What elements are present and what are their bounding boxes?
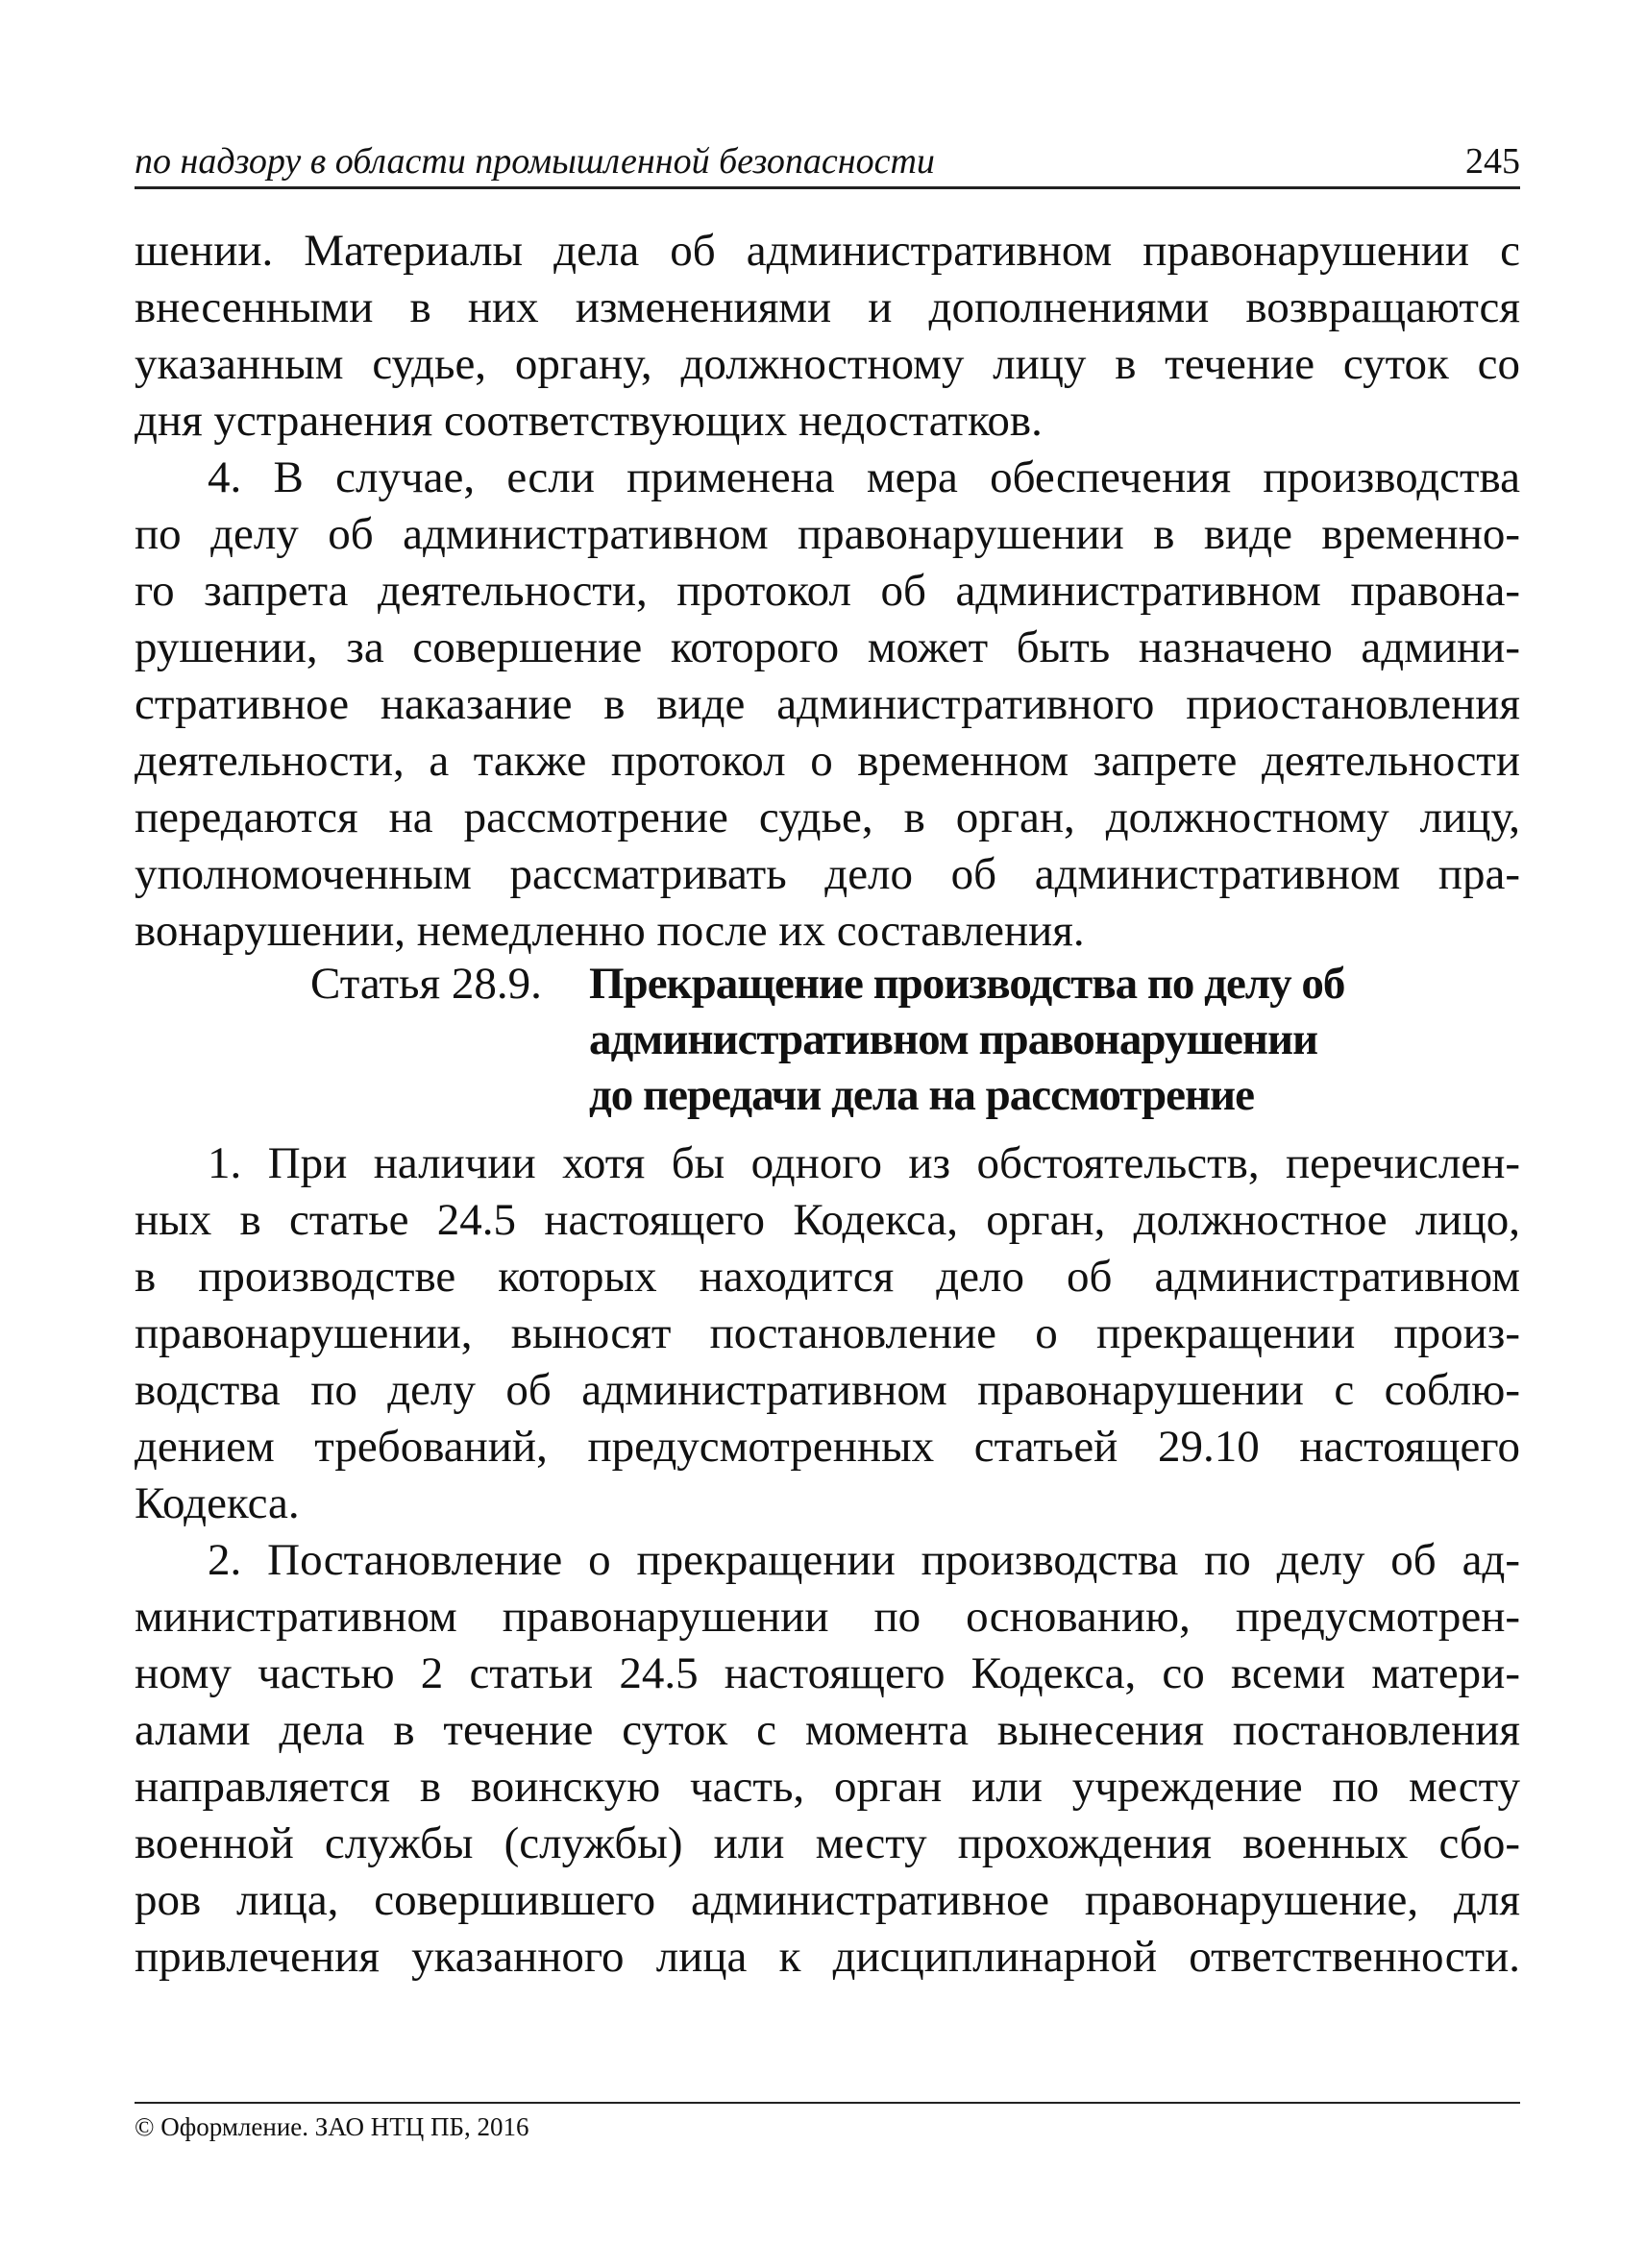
article-number: Статья 28.9. xyxy=(310,959,542,1009)
footer-divider xyxy=(135,2102,1520,2104)
text-line: ров лица, совершившего административное правонарушение, для xyxy=(135,1875,1520,1925)
text-line: рушении, за совершение которого может быть назначено админи- xyxy=(135,622,1520,672)
text-line: министративном правонарушении по основанию, предусмотрен- xyxy=(135,1592,1520,1642)
running-header xyxy=(135,140,1520,189)
text-line: алами дела в течение суток с момента вынесения постановления xyxy=(135,1705,1520,1755)
text-line: внесенными в них изменениями и дополнениями возвращаются xyxy=(135,282,1520,332)
document-page xyxy=(135,0,1520,2268)
text-line: дня устранения соответствующих недостатков. xyxy=(135,396,1043,446)
running-title: по надзору в области промышленной безопасности xyxy=(135,141,935,182)
page-number: 245 xyxy=(1465,141,1520,182)
text-line: 1. При наличии хотя бы одного из обстоятельств, перечислен- xyxy=(208,1138,1520,1188)
footer-copyright: © Оформление. ЗАО НТЦ ПБ, 2016 xyxy=(135,2112,529,2141)
text-line: в производстве которых находится дело об административном xyxy=(135,1252,1520,1302)
text-line: вонарушении, немедленно после их составления. xyxy=(135,906,1085,956)
text-line: деятельности, а также протокол о временном запрете деятельности xyxy=(135,736,1520,786)
article-title-line: административном правонарушении xyxy=(589,1014,1318,1064)
text-line: стративное наказание в виде административного приостановления xyxy=(135,679,1520,729)
text-line: ному частью 2 статьи 24.5 настоящего Кодекса, со всеми матери- xyxy=(135,1648,1520,1698)
text-line: военной службы (службы) или месту прохождения военных сбо- xyxy=(135,1818,1520,1868)
text-line: 2. Постановление о прекращении производства по делу об ад- xyxy=(208,1535,1520,1585)
article-title-line: Прекращение производства по делу об xyxy=(589,959,1345,1009)
text-line: передаются на рассмотрение судье, в орган, должностному лицу, xyxy=(135,793,1520,842)
article-title-line: до передачи дела на рассмотрение xyxy=(589,1070,1254,1120)
text-line: водства по делу об административном правонарушении с соблю- xyxy=(135,1365,1520,1415)
text-line: шении. Материалы дела об административном правонарушении с xyxy=(135,226,1520,276)
article-title xyxy=(589,956,1454,1123)
text-line: ных в статье 24.5 настоящего Кодекса, орган, должностное лицо, xyxy=(135,1195,1520,1245)
text-line: указанным судье, органу, должностному лицу в течение суток со xyxy=(135,339,1520,389)
text-line: правонарушении, выносят постановление о прекращении произ- xyxy=(135,1308,1520,1358)
text-line: по делу об административном правонарушении в виде временно- xyxy=(135,509,1520,559)
text-line: привлечения указанного лица к дисциплинарной ответственности. xyxy=(135,1932,1520,1982)
text-line: го запрета деятельности, протокол об административном правона- xyxy=(135,566,1520,616)
text-line: 4. В случае, если применена мера обеспечения производства xyxy=(208,452,1520,502)
text-line: Кодекса. xyxy=(135,1478,300,1528)
text-line: уполномоченным рассматривать дело об административном пра- xyxy=(135,849,1520,899)
text-line: направляется в воинскую часть, орган или учреждение по месту xyxy=(135,1762,1520,1812)
text-line: дением требований, предусмотренных статьей 29.10 настоящего xyxy=(135,1422,1520,1472)
